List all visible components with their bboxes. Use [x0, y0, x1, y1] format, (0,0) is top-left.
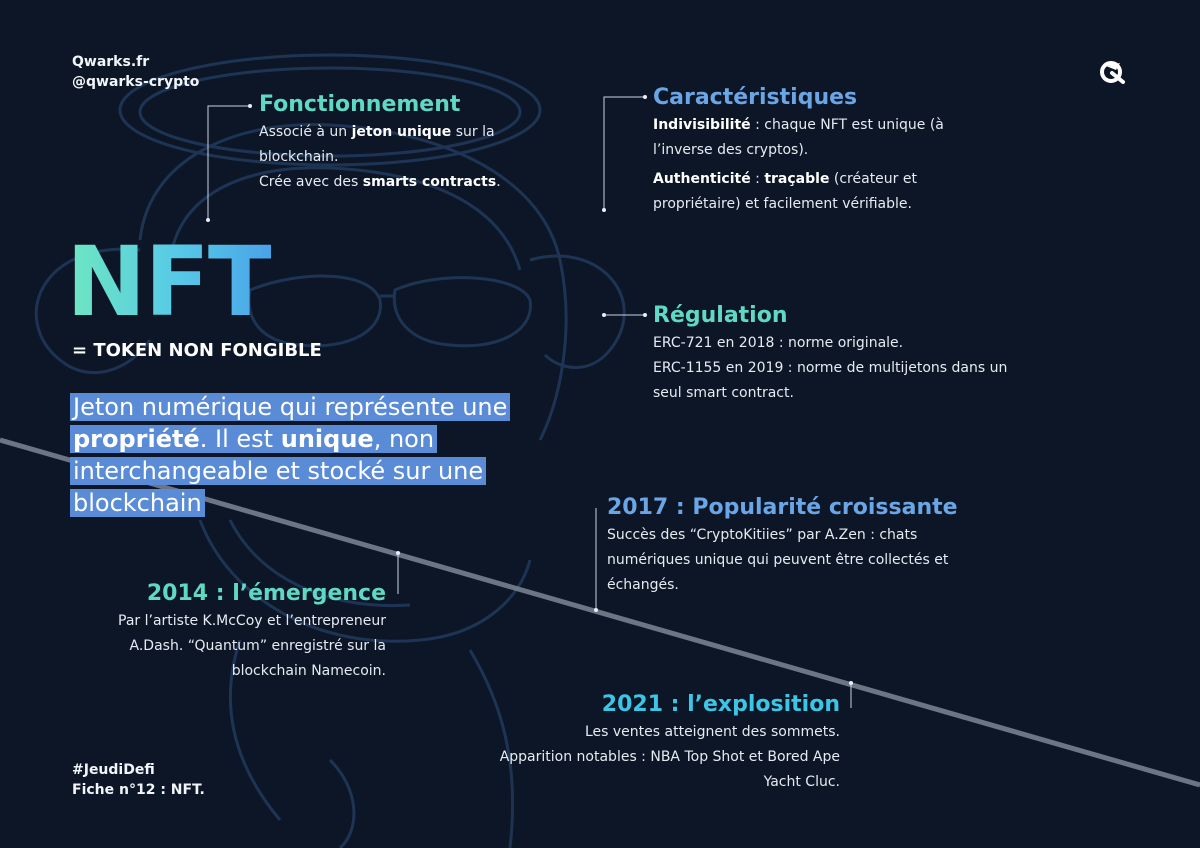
qwarks-logo-icon	[1098, 58, 1126, 86]
brand-site: Qwarks.fr	[72, 54, 150, 70]
caracteristiques-section	[653, 85, 983, 217]
timeline-2021-text: Les ventes atteignent des sommets. Apparition notables : NBA Top Shot et Bored Ape Yacht Cluc.	[499, 724, 840, 790]
timeline-2014-text: Par l’artiste K.McCoy et l’entrepreneur A.Dash. “Quantum” enregistré sur la blockchain Namecoin.	[118, 613, 386, 679]
caracteristiques-title: Caractéristiques	[653, 85, 858, 110]
footer-tag: #JeudiDefi	[72, 762, 155, 778]
footer-fiche: Fiche n°12 : NFT.	[72, 782, 205, 798]
caracteristiques-text: Indivisibilité : chaque NFT est unique (à l’inverse des cryptos). Authenticité : traçable (créateur et propriétaire) et facilement vérifiable.	[653, 117, 944, 212]
fonctionnement-section	[259, 92, 559, 195]
timeline-2021	[470, 692, 840, 795]
nft-title: NFT	[66, 226, 272, 338]
brand-handle: @qwarks-crypto	[72, 74, 200, 90]
regulation-title: Régulation	[653, 303, 788, 328]
nft-subtitle: = TOKEN NON FONGIBLE	[72, 340, 322, 361]
brand-block	[72, 52, 199, 92]
regulation-section	[653, 303, 1033, 406]
timeline-2017-text: Succès des “CryptoKitiies” par A.Zen : chats numériques unique qui peuvent être collectés et échangés.	[607, 527, 949, 593]
nft-definition: Jeton numérique qui représente une propriété. Il est unique, non interchangeable et stocké sur une blockchain	[70, 391, 570, 519]
regulation-text: ERC-721 en 2018 : norme originale. ERC-1155 en 2019 : norme de multijetons dans un seul smart contract.	[653, 335, 1008, 401]
footer-block	[72, 760, 205, 800]
timeline-2017	[607, 495, 987, 598]
fonctionnement-text: Associé à un jeton unique sur la blockchain. Crée avec des smarts contracts.	[259, 124, 501, 190]
timeline-2014-title: 2014 : l’émergence	[146, 581, 386, 606]
fonctionnement-title: Fonctionnement	[259, 92, 461, 117]
timeline-2021-title: 2021 : l’explosition	[601, 692, 840, 717]
timeline-2014	[70, 581, 386, 684]
timeline-2017-title: 2017 : Popularité croissante	[607, 495, 958, 520]
